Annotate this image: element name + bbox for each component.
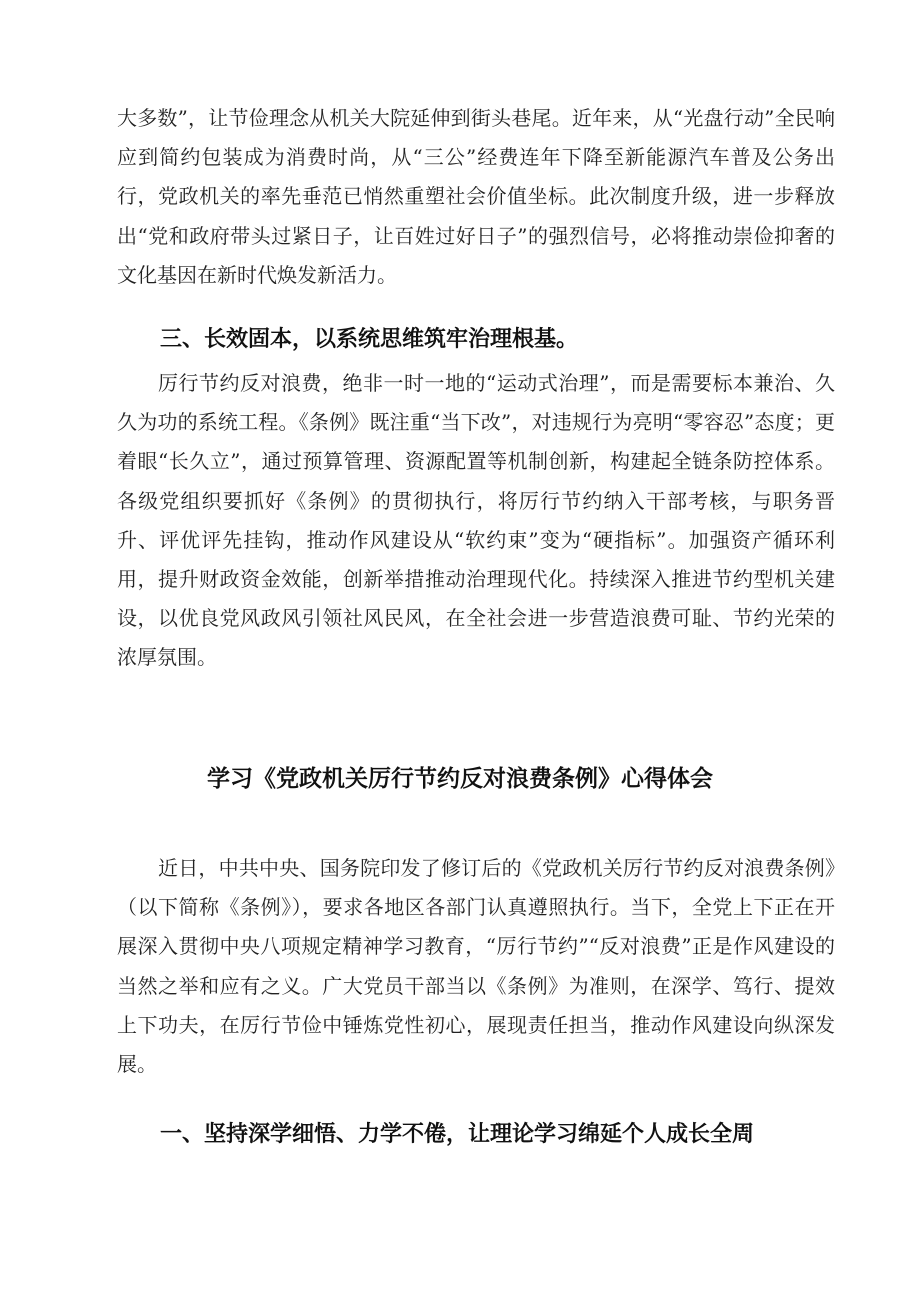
section-one-heading: 一、坚持深学细悟、力学不倦，让理论学习绵延个人成长全周 — [160, 1122, 755, 1147]
section-three-heading: 三、长效固本，以系统思维筑牢治理根基。 — [160, 327, 579, 352]
section-three-paragraph: 厉行节约反对浪费，绝非一时一地的“运动式治理”，而是需要标本兼治、久久为功的系统工程。《条例》既注重“当下改”，对违规行为亮明“零容忍”态度；更着眼“长久立”，通过预算管理、资源配置等机制创新，构建起全链条防控体系。各级党组织要抓好《条例》的贯彻执行，将厉行节约纳入干部考核，与职务晋升、评优评先挂钩，推动作风建设从“软约束”变为“硬指标”。加强资产循环利用，提升财政资金效能，创新举措推动治理现代化。持续深入推进节约型机关建设，以优良党风政风引领社风民风，在全社会进一步营造浪费可耻、节约光荣的浓厚氛围。 — [117, 371, 835, 670]
article-title: 学习《党政机关厉行节约反对浪费条例》心得体会 — [207, 766, 713, 792]
intro-paragraph: 近日，中共中央、国务院印发了修订后的《党政机关厉行节约反对浪费条例》（以下简称《条例》），要求各地区各部门认真遵照执行。当下，全党上下正在开展深入贯彻中央八项规定精神学习教育，“厉行节约”“反对浪费”正是作风建设的当然之举和应有之义。广大党员干部当以《条例》为准则，在深学、笃行、提效上下功夫，在厉行节俭中锤炼党性初心，展现责任担当，推动作风建设向纵深发展。 — [117, 856, 835, 1077]
continuation-paragraph: 大多数”，让节俭理念从机关大院延伸到街头巷尾。近年来，从“光盘行动”全民响应到简约包装成为消费时尚，从“三公”经费连年下降至新能源汽车普及公务出行，党政机关的率先垂范已悄然重塑社会价值坐标。此次制度升级，进一步释放出“党和政府带头过紧日子，让百姓过好日子”的强烈信号，必将推动崇俭抑奢的文化基因在新时代焕发新活力。 — [117, 106, 835, 287]
